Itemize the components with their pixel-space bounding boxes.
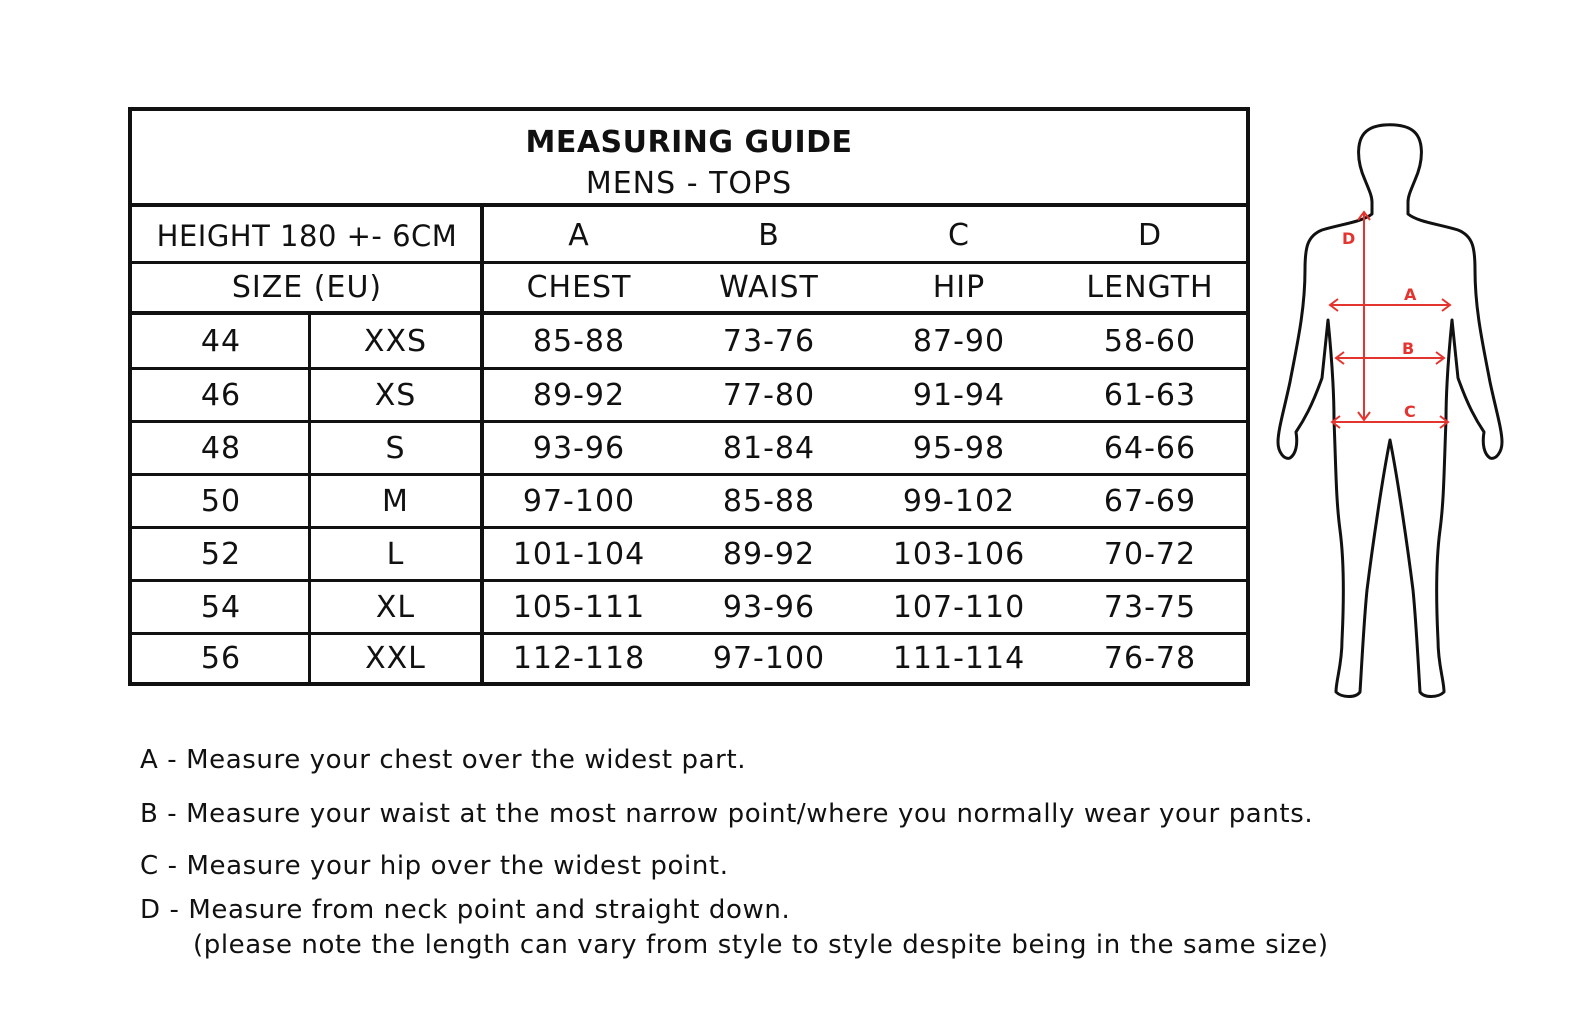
measuring-guide-table xyxy=(128,107,1250,686)
table-title-row xyxy=(132,111,1246,207)
chest-value: 97-100 xyxy=(522,483,636,519)
height-label: HEIGHT 180 +- 6CM xyxy=(156,218,458,253)
waist-value: 89-92 xyxy=(722,536,816,572)
length-value: 73-75 xyxy=(1103,589,1197,625)
size-eu: 52 xyxy=(200,536,242,572)
hip-value: 99-102 xyxy=(902,483,1016,519)
waist-value: 73-76 xyxy=(722,323,816,359)
size-label: SIZE (EU) xyxy=(231,270,383,305)
col-letter-a: A xyxy=(568,218,590,253)
guide-title: MEASURING GUIDE xyxy=(525,125,853,160)
size-letter: XXL xyxy=(365,641,426,676)
col-waist: WAIST xyxy=(719,270,819,305)
note-chest: A - Measure your chest over the widest part. xyxy=(140,745,747,775)
waist-value: 97-100 xyxy=(712,641,826,676)
size-letter: XS xyxy=(374,377,417,413)
label-a: A xyxy=(1404,285,1417,304)
size-letter: M xyxy=(382,483,409,519)
col-letter-b: B xyxy=(758,218,780,253)
hip-value: 111-114 xyxy=(892,641,1026,676)
waist-value: 93-96 xyxy=(722,589,816,625)
col-length: LENGTH xyxy=(1086,270,1214,305)
body-measurement-figure xyxy=(1268,120,1518,710)
size-eu: 48 xyxy=(200,430,242,466)
size-eu: 56 xyxy=(200,641,242,676)
col-letter-c: C xyxy=(948,218,970,253)
length-value: 70-72 xyxy=(1103,536,1197,572)
length-value: 61-63 xyxy=(1103,377,1197,413)
waist-value: 85-88 xyxy=(722,483,816,519)
size-letter: L xyxy=(386,536,405,572)
guide-subtitle: MENS - TOPS xyxy=(585,166,793,201)
col-letter-d: D xyxy=(1137,218,1163,253)
note-hip: C - Measure your hip over the widest point. xyxy=(140,851,729,881)
hip-value: 91-94 xyxy=(912,377,1006,413)
size-letter: S xyxy=(385,430,406,466)
note-length: D - Measure from neck point and straight down. xyxy=(140,895,791,925)
length-value: 67-69 xyxy=(1103,483,1197,519)
chest-value: 85-88 xyxy=(532,323,626,359)
size-letter: XXS xyxy=(363,323,428,359)
label-b: B xyxy=(1402,339,1415,358)
note-length-disclaimer: (please note the length can vary from style to style despite being in the same size) xyxy=(193,930,1329,960)
label-d: D xyxy=(1342,229,1356,248)
waist-value: 81-84 xyxy=(722,430,816,466)
length-value: 76-78 xyxy=(1103,641,1197,676)
hip-value: 95-98 xyxy=(912,430,1006,466)
length-value: 58-60 xyxy=(1103,323,1197,359)
waist-value: 77-80 xyxy=(722,377,816,413)
size-letter: XL xyxy=(375,589,416,625)
col-hip: HIP xyxy=(932,270,986,305)
hip-value: 87-90 xyxy=(912,323,1006,359)
size-eu: 46 xyxy=(200,377,242,413)
hip-value: 107-110 xyxy=(892,589,1026,625)
note-waist: B - Measure your waist at the most narrow point/where you normally wear your pants. xyxy=(140,799,1314,829)
chest-value: 101-104 xyxy=(512,536,646,572)
chest-value: 93-96 xyxy=(532,430,626,466)
chest-value: 89-92 xyxy=(532,377,626,413)
size-eu: 54 xyxy=(200,589,242,625)
size-eu: 44 xyxy=(200,323,242,359)
size-eu: 50 xyxy=(200,483,242,519)
label-c: C xyxy=(1404,402,1416,421)
length-value: 64-66 xyxy=(1103,430,1197,466)
body-outline-icon xyxy=(1278,125,1502,697)
col-chest: CHEST xyxy=(526,270,632,305)
chest-value: 105-111 xyxy=(512,589,646,625)
hip-value: 103-106 xyxy=(892,536,1026,572)
chest-value: 112-118 xyxy=(512,641,646,676)
